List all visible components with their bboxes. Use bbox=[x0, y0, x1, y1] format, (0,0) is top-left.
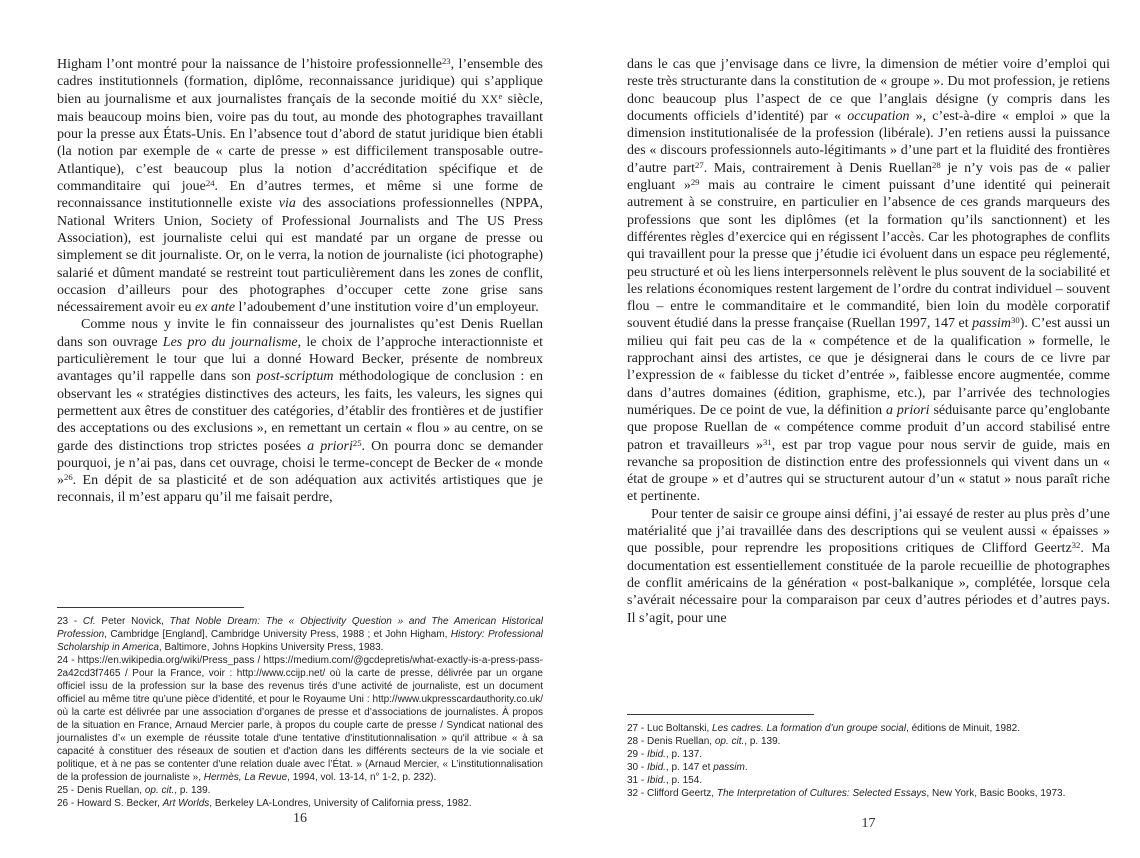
text-run: via bbox=[278, 196, 296, 212]
text-run: 32 - Clifford Geertz, bbox=[627, 788, 717, 799]
page-17-body-text bbox=[627, 56, 1110, 627]
footnote-reference: 32 bbox=[1071, 540, 1081, 551]
page-16 bbox=[57, 56, 543, 858]
footnote bbox=[57, 615, 543, 654]
text-run: Peter Novick, bbox=[95, 616, 170, 627]
text-run: . On pourra donc se demander pourquoi, je n’ai pas, dans cet ouvrage, choisi le terme-concept de Becker de « monde » bbox=[57, 438, 544, 489]
text-run: Les cadres. La formation d’un groupe social bbox=[712, 723, 907, 734]
text-run: , le choix de l’approche interactionniste et particulièrement le tour que lui a donné Howard Becker, présente de nombreux avantages qu’il rappelle dans son bbox=[57, 334, 544, 385]
text-run: des associations professionnelles (NPPA, National Writers Union, Society of Professional Journalists and The US Press Association), est journaliste celui qui est mandaté par un organe de presse ou simplement se dit journaliste. Or, on le verra, la notion de journaliste (ici photographe) salarié et dûment mandaté se restreint tout particulièrement dans les zones de conflit, occasion d’ailleurs pour des photographes d’occuper cette zone grise sans nécessairement avoir eu bbox=[57, 196, 544, 316]
text-run: Art Worlds bbox=[162, 798, 210, 809]
text-run: méthodologique de conclusion : en observant les « stratégies distinctives des acteurs, les faits, les valeurs, les signes qui permettent aux êtres de constituer des catégories, d’établir des frontières et de justifier des acceptations ou des exclusions », en remettant un certain « flou » au centre, on se garde des distinctions trop strictes posées bbox=[57, 369, 543, 454]
footnote-reference: 27 bbox=[695, 159, 704, 170]
text-run: occupation bbox=[847, 108, 910, 124]
page-16-footnotes bbox=[57, 615, 543, 810]
text-run: , p. 154. bbox=[665, 775, 703, 786]
text-run: , Cambridge [England], Cambridge University Press, 1988 ; et John Higham, bbox=[104, 629, 451, 640]
text-run: a priori bbox=[886, 402, 930, 418]
text-run: XX bbox=[481, 93, 499, 106]
page-16-body-text bbox=[57, 56, 543, 507]
text-run: 29 - bbox=[627, 749, 648, 760]
footnote-reference: 26 bbox=[64, 472, 73, 483]
text-run: a priori bbox=[307, 438, 353, 454]
text-run: siècle, mais beaucoup moins bien, voire pas du tout, au monde des photographes travaillant pour la presse aux États-Unis. En l’absence tout d’abord de statut juridique bien établi (la notion par exemple de « carte de presse » est difficilement transposable outre-Atlantique), c’est beaucoup plus la notion d’accréditation spécifique et de commanditaire qui joue bbox=[57, 91, 543, 195]
footnote bbox=[627, 722, 1110, 735]
text-run: The Interpretation of Cultures: Selected Essays bbox=[716, 788, 927, 799]
footnote-separator-rule bbox=[57, 607, 244, 608]
footnote-reference: 31 bbox=[763, 436, 772, 447]
footnote-separator-rule bbox=[627, 714, 814, 715]
text-run: passim bbox=[713, 762, 745, 773]
text-run: passim bbox=[972, 316, 1012, 332]
text-run: , Berkeley LA-Londres, University of California press, 1982. bbox=[209, 798, 472, 809]
text-run: 25 - Denis Ruellan, bbox=[57, 785, 145, 796]
text-run: . Ma documentation est essentiellement constituée de la parole recueillie de photographes de conflit américains de la génération « post-balkanique », complétée, lorsque cela s’avérait nécessaire pour la comparaison par ceux d’autres périodes et d’autres pays. Il s’agit, pour une bbox=[627, 541, 1110, 626]
text-run: , l’ensemble des cadres institutionnels (formation, diplôme, reconnaissance juridique) qui s’applique bien au journalisme et aux journalistes français de la seconde moitié du bbox=[57, 57, 543, 107]
paragraph bbox=[627, 506, 1110, 627]
footnote-reference: 24 bbox=[205, 178, 215, 189]
text-run: Pour tenter de saisir ce groupe ainsi défini, j’ai essayé de rester au plus près d’une matérialité que j’ai travaillée dans des descriptions qui se veulent aussi « épaisses » que possible, pour reprendre les propositions critiques de Clifford Geertz bbox=[627, 506, 1110, 557]
text-run: Ibid. bbox=[647, 775, 666, 786]
text-run: , p. 139. bbox=[744, 736, 781, 747]
text-run: , p. 147 et bbox=[665, 762, 714, 773]
text-run: , 1994, vol. 13-14, n° 1-2, p. 232). bbox=[287, 772, 437, 783]
paragraph bbox=[57, 316, 543, 506]
footnote bbox=[627, 774, 1110, 787]
text-run: , Baltimore, Johns Hopkins University Press, 1983. bbox=[158, 642, 384, 653]
footnote-reference: 25 bbox=[352, 437, 362, 448]
text-run: op. cit. bbox=[144, 785, 175, 796]
text-run: dans le cas que j’envisage dans ce livre, la dimension de métier voire d’emploi qui reste très structurante dans la constitution de « groupe ». Du mot profession, je retiens donc beaucoup plus l’aspect de ce que l’anglais désigne (y compris dans les documents officiels d’identité) par « bbox=[627, 57, 1110, 124]
text-run: post-scriptum bbox=[256, 369, 334, 385]
text-run: Cf. bbox=[82, 616, 96, 627]
footnote bbox=[627, 761, 1110, 774]
text-run: Hermès, La Revue bbox=[203, 772, 288, 783]
text-run: mais au contraire le ciment puissant d’une identité qui peinerait autrement à se construire, en particulier en l’absence de ces grands marqueurs des professions que sont les diplômes (et la formation qu’ils sanctionnent) et les différentes règles d’exercice qui en régissent l’accès. Car les photographes de conflits qui travaillent pour la presse que j’étudie ici évoluent dans un espace peu réglementé, peu structuré et où les liens interpersonnels relèvent le plus souvent de la sociabilité et les relations économiques restent largement de l’ordre du contrat individuel – souvent flou – entre le commanditaire et le commandité, bien loin du modèle corporatif souvent étudié dans la presse française (Ruellan 1997, 147 et bbox=[627, 178, 1110, 332]
footnote-reference: 30 bbox=[1011, 315, 1020, 326]
page-17 bbox=[627, 56, 1110, 858]
footnote bbox=[627, 735, 1110, 748]
text-run: Higham l’ont montré pour la naissance de l’histoire professionnelle bbox=[57, 57, 442, 72]
page-number: 16 bbox=[293, 811, 307, 826]
text-run: je n’y vois pas de « palier engluant » bbox=[627, 160, 1110, 194]
text-run: , p. 139. bbox=[174, 785, 211, 796]
footnote-reference: 28 bbox=[932, 159, 941, 170]
footnote-reference: e bbox=[498, 90, 503, 101]
text-run: , est par trop vague pour nous servir de guide, mais en revanche sa proposition de distinction entre des professionnels qui vivent dans un « état de groupe » et d’autres qui se structurent autour d’un « statut » nous paraît riche et pertinente. bbox=[627, 437, 1110, 505]
page-16-footnote-block bbox=[57, 607, 543, 810]
footnote bbox=[627, 748, 1110, 761]
text-run: . Mais, contrairement à Denis Ruellan bbox=[703, 160, 933, 176]
text-run: , éditions de Minuit, 1982. bbox=[906, 723, 1021, 734]
text-run: . bbox=[744, 762, 748, 773]
text-run: Les pro du journalisme bbox=[162, 334, 298, 350]
text-run: Comme nous y invite le fin connaisseur des journalistes qu’est Denis Ruellan dans son ouvrage bbox=[57, 317, 543, 350]
text-run: op. cit. bbox=[714, 736, 745, 747]
text-run: 24 - https://en.wikipedia.org/wiki/Press_pass / https://medium.com/@gcdepretis/what-exactly-is-a-press-pass-2a42cd3f7465 / Pour la France, voir : http://www.ccijp.net/ où la carte de presse, délivrée par un organe officiel issu de la profession sur la base des revenus tirés d’une activité de journaliste, est un document officiel au même titre qu’une pièce d’identité, et pour le Royaume Uni : http://www.ukpresscardauthority.co.uk/ où la carte est délivrée par une association d’organes de presse et d’associations de journalistes. À propos de la situation en France, Arnaud Mercier parle, à propos du couple carte de presse / Syndicat national des journalistes d’« un exemple de réussite totale d'une tentative d'institutionnalisation » qu'il attribue « à sa capacité à constituer des réseaux de soutien et d'action dans les différents secteurs de la vie sociale et politique, et à ne pas se contenter d'une relation duale avec l’État. » (Arnaud Mercier, « L’institutionnalisation de la profession de journaliste », bbox=[57, 655, 543, 783]
text-run: , p. 137. bbox=[665, 749, 703, 760]
text-run: ). C’est aussi un milieu qui fait peu cas de la « compétence et de la qualification » formelle, le rapprochant ainsi des artistes, ce que je désignerai dans le cours de ce livre par l’expression de « faiblesse du ticket d’entrée », faiblesse encore augmentée, comme dans d’autres domaines (édition, graphisme, etc.), par l’arrivée des technologies numériques. De ce point de vue, la définition bbox=[627, 316, 1111, 418]
text-run: l’adoubement d’une institution voire d’un employeur. bbox=[235, 300, 539, 316]
text-run: . En dépit de sa plasticité et de son adéquation aux activités artistiques que je reconnais, il m’est apparu qu’il me faisait perdre, bbox=[57, 473, 543, 506]
text-run: 28 - Denis Ruellan, bbox=[627, 736, 715, 747]
text-run: 30 - bbox=[627, 762, 648, 773]
footnote bbox=[627, 787, 1110, 800]
footnote bbox=[57, 797, 543, 810]
footnote-reference: 23 bbox=[441, 56, 451, 66]
page-17-footnote-block bbox=[627, 714, 1110, 800]
text-run: séduisante parce qu’englobante que propose Ruellan de « compétence comme produit d’un accord stabilisé entre patron et travailleurs » bbox=[627, 402, 1110, 453]
footnote bbox=[57, 654, 543, 784]
text-run: , New York, Basic Books, 1973. bbox=[926, 788, 1066, 799]
page-number: 17 bbox=[861, 816, 876, 831]
text-run: History: Professional Scholarship in America bbox=[57, 629, 544, 653]
text-run: 31 - bbox=[627, 775, 648, 786]
paragraph bbox=[57, 56, 543, 316]
footnote bbox=[57, 784, 543, 797]
text-run: », c’est-à-dire « emploi » que la dimension institutionalisée de la profession (libérale). J’en retiens aussi la puissance des « discours professionnels auto-légitimants » d’une part et la fluidité des frontières d’autre part bbox=[627, 108, 1110, 176]
text-run: . En d’autres termes, et même si une forme de reconnaissance institutionnelle existe bbox=[57, 179, 543, 212]
text-run: That Noble Dream: The « Objectivity Question » and The American Historical Profession bbox=[57, 616, 543, 640]
footnote-reference: 29 bbox=[690, 177, 700, 188]
text-run: Ibid. bbox=[647, 762, 666, 773]
text-run: 27 - Luc Boltanski, bbox=[627, 723, 713, 734]
text-run: Ibid. bbox=[647, 749, 666, 760]
text-run: 23 - bbox=[57, 616, 83, 627]
paragraph bbox=[627, 56, 1110, 506]
text-run: ex ante bbox=[195, 300, 236, 316]
page-17-footnotes bbox=[627, 722, 1110, 800]
text-run: 26 - Howard S. Becker, bbox=[57, 798, 163, 809]
